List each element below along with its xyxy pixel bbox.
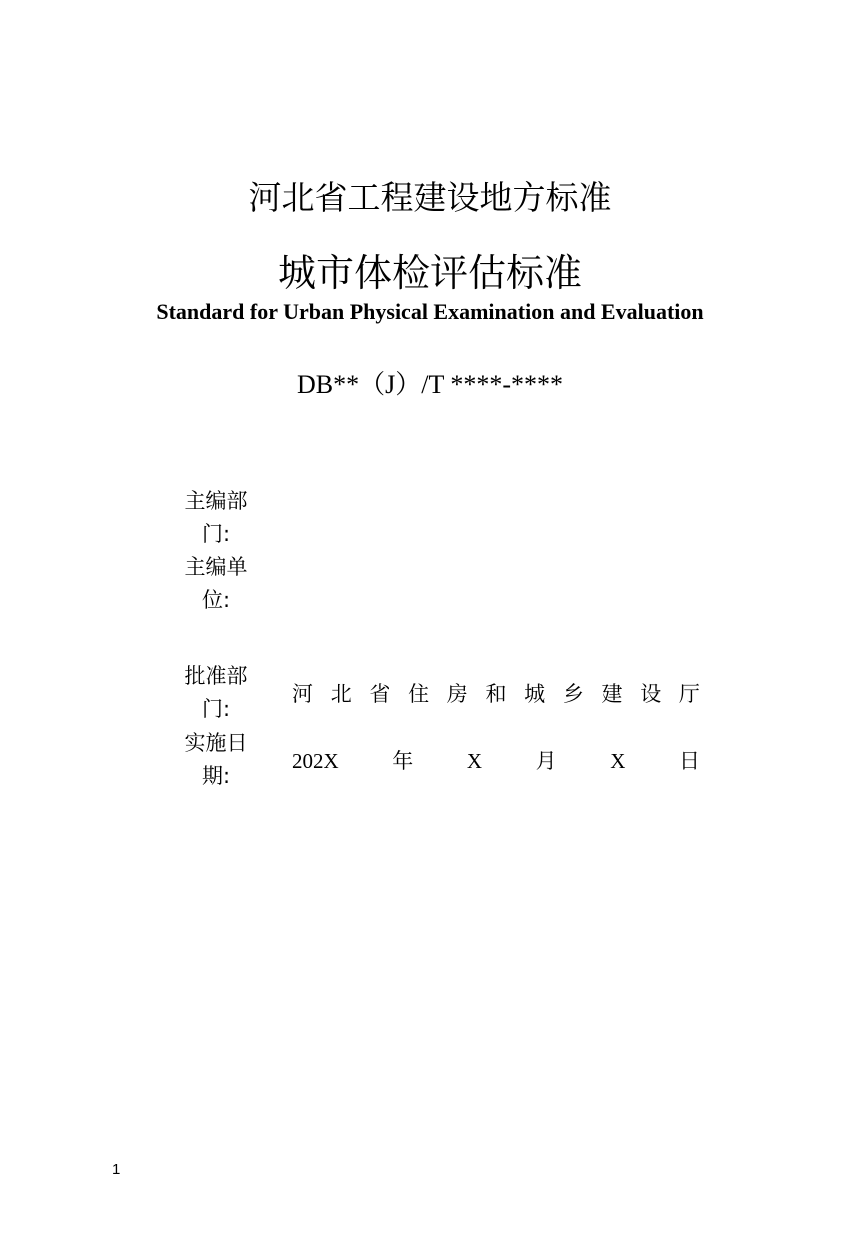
approval-department-value (292, 679, 700, 709)
approval-dept-char: 城 (524, 682, 546, 706)
date-day: X (610, 749, 626, 773)
approval-department-label: 批准部门: (184, 664, 248, 721)
implementation-date-label: 实施日期: (184, 731, 248, 788)
approval-dept-char: 住 (408, 682, 430, 706)
approval-dept-char: 省 (369, 682, 391, 706)
standard-code: DB**（J）/T ****-**** (296, 370, 564, 399)
approval-dept-char: 和 (485, 682, 507, 706)
approval-dept-char: 厅 (678, 682, 700, 706)
document-title: 城市体检评估标准 (277, 251, 582, 295)
approval-dept-char: 设 (640, 682, 662, 706)
date-month: X (466, 749, 483, 773)
issuing-organization-title: 河北省工程建设地方标准 (248, 178, 612, 217)
approval-dept-char: 乡 (562, 682, 584, 706)
approval-dept-char: 建 (601, 682, 623, 706)
chief-department-label: 主编部门: (184, 489, 248, 546)
chief-unit-label: 主编单位: (184, 555, 248, 612)
document-title-english: Standard for Urban Physical Examination and Evaluation (156, 299, 704, 324)
date-year-unit: 年 (392, 749, 414, 773)
approval-dept-char: 河 (292, 682, 313, 706)
approval-dept-char: 北 (330, 682, 352, 706)
date-month-unit: 月 (535, 749, 557, 773)
date-year: 202X (292, 749, 339, 773)
implementation-date-value (292, 746, 700, 776)
approval-dept-char: 房 (446, 682, 468, 706)
date-day-unit: 日 (678, 749, 700, 773)
page-number: 1 (112, 1161, 121, 1178)
